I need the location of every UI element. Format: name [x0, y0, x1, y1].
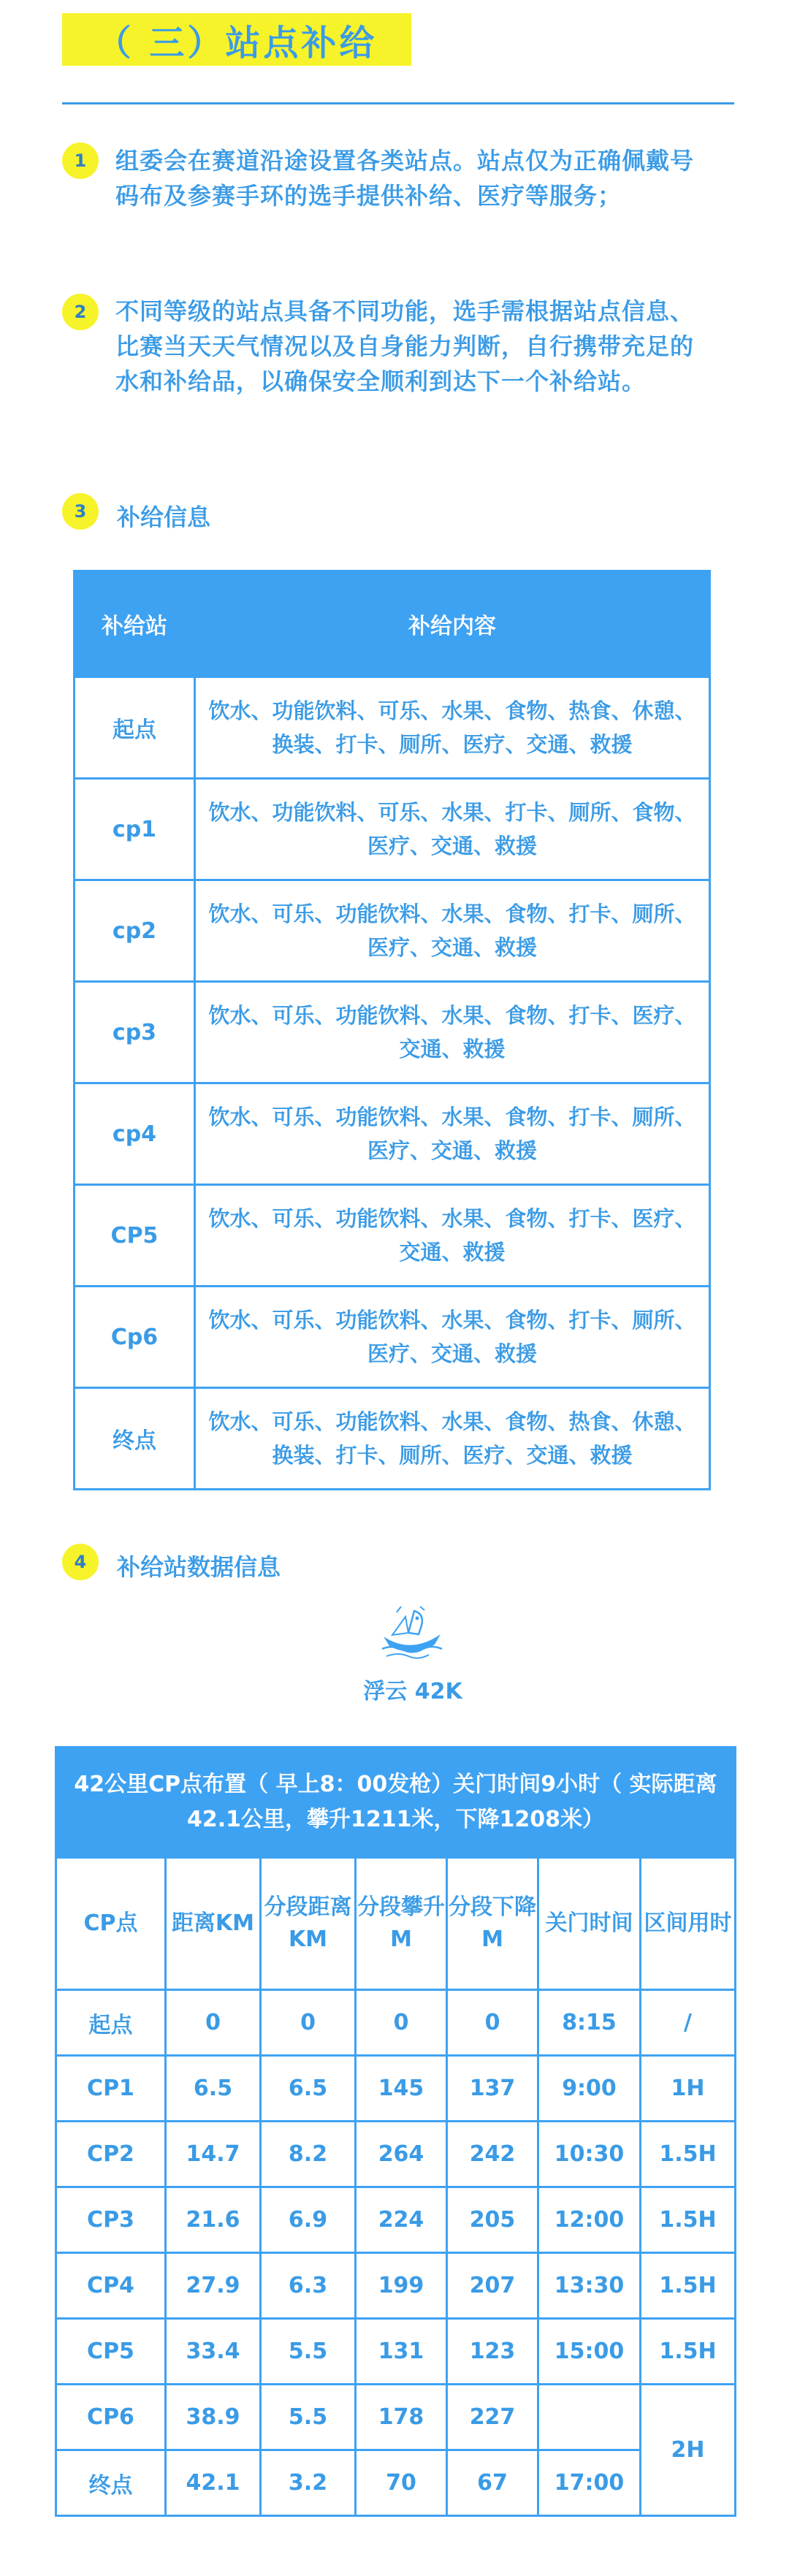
cp-cell: 242 — [447, 2122, 538, 2187]
supply-row — [75, 1083, 710, 1185]
supply-station: cp3 — [75, 982, 195, 1083]
cp-cell: 1.5H — [641, 2122, 736, 2187]
cp-cell: 14.7 — [166, 2122, 261, 2187]
cp-cell: 5.5 — [261, 2319, 356, 2385]
cp-cell: 27.9 — [166, 2253, 261, 2319]
cp-cell: 123 — [447, 2319, 538, 2385]
cp-cell: 起点 — [56, 1990, 166, 2056]
supply-station: cp4 — [75, 1083, 195, 1185]
cp-cell: 0 — [261, 1990, 356, 2056]
cp-cell: 1.5H — [641, 2187, 736, 2253]
cp-cell: 199 — [356, 2253, 447, 2319]
cp-cell: CP2 — [56, 2122, 166, 2187]
cp-cell: CP6 — [56, 2385, 166, 2450]
cp-cell: 6.3 — [261, 2253, 356, 2319]
supply-row — [75, 677, 710, 779]
cp-cell: 264 — [356, 2122, 447, 2187]
cp-cell: 1H — [641, 2056, 736, 2122]
cp-cell: 1.5H — [641, 2253, 736, 2319]
cp-cell: 0 — [447, 1990, 538, 2056]
cp-row — [56, 2056, 736, 2122]
number-badge-4: 4 — [62, 1544, 99, 1580]
supply-content: 饮水、功能饮料、可乐、水果、食物、热食、休憩、换装、打卡、厕所、医疗、交通、救援 — [195, 677, 710, 779]
supply-content: 饮水、可乐、功能饮料、水果、食物、打卡、医疗、交通、救援 — [195, 1185, 710, 1287]
supply-info-heading: 补给信息 — [117, 503, 211, 531]
supply-content: 饮水、可乐、功能饮料、水果、食物、打卡、厕所、医疗、交通、救援 — [195, 1083, 710, 1185]
supply-row — [75, 1388, 710, 1490]
cp-cell: 6.5 — [166, 2056, 261, 2122]
cp-row — [56, 2122, 736, 2187]
supply-table-header — [75, 571, 710, 677]
cp-cell: CP5 — [56, 2319, 166, 2385]
cp-cell: 0 — [166, 1990, 261, 2056]
cp-cell — [538, 2385, 641, 2450]
paragraph-1 — [115, 143, 700, 213]
cp-cell: 15:00 — [538, 2319, 641, 2385]
cp-cell: 1.5H — [641, 2319, 736, 2385]
supply-station: 起点 — [75, 677, 195, 779]
fuyun-logo-icon — [376, 1604, 446, 1662]
cp-cell: 8:15 — [538, 1990, 641, 2056]
cp-cell: 12:00 — [538, 2187, 641, 2253]
cp-cell: 207 — [447, 2253, 538, 2319]
cp-header-cell: 分段攀升M — [356, 1858, 447, 1990]
header-content: 补给内容 — [195, 571, 710, 677]
cp-header-cell: 关门时间 — [538, 1858, 641, 1990]
header-station: 补给站 — [75, 571, 195, 677]
cp-row — [56, 2319, 736, 2385]
supply-station: 终点 — [75, 1388, 195, 1490]
cp-cell: 70 — [356, 2450, 447, 2516]
cp-cell: 137 — [447, 2056, 538, 2122]
cp-cell: 17:00 — [538, 2450, 641, 2516]
supply-content: 饮水、功能饮料、可乐、水果、打卡、厕所、食物、医疗、交通、救援 — [195, 779, 710, 880]
number-badge-1: 1 — [62, 142, 99, 179]
supply-row — [75, 982, 710, 1083]
cp-cell: 6.5 — [261, 2056, 356, 2122]
cp-cell: 178 — [356, 2385, 447, 2450]
supply-row — [75, 1287, 710, 1388]
supply-content: 饮水、可乐、功能饮料、水果、食物、打卡、医疗、交通、救援 — [195, 982, 710, 1083]
cp-row — [56, 2187, 736, 2253]
cp-table-header — [56, 1858, 736, 1990]
cp-cell: 6.9 — [261, 2187, 356, 2253]
cp-header-cell: CP点 — [56, 1858, 166, 1990]
cp-cell: 131 — [356, 2319, 447, 2385]
cp-cell-interval-merged: 2H — [641, 2385, 736, 2516]
cp-cell: 9:00 — [538, 2056, 641, 2122]
supply-table — [73, 570, 711, 1490]
cp-cell: / — [641, 1990, 736, 2056]
supply-station: Cp6 — [75, 1287, 195, 1388]
cp-cell: CP4 — [56, 2253, 166, 2319]
cp-row — [56, 1990, 736, 2056]
cp-cell: 终点 — [56, 2450, 166, 2516]
logo-label: 浮云 42K — [363, 1679, 462, 1704]
cp-header-cell: 分段距离KM — [261, 1858, 356, 1990]
supply-row — [75, 779, 710, 880]
cp-cell: 5.5 — [261, 2385, 356, 2450]
supply-content: 饮水、可乐、功能饮料、水果、食物、打卡、厕所、医疗、交通、救援 — [195, 880, 710, 982]
cp-row — [56, 2450, 736, 2516]
cp-cell: CP1 — [56, 2056, 166, 2122]
station-data-heading: 补给站数据信息 — [117, 1553, 281, 1581]
cp-cell: 21.6 — [166, 2187, 261, 2253]
cp-cell: 33.4 — [166, 2319, 261, 2385]
supply-station: CP5 — [75, 1185, 195, 1287]
cp-cell: 205 — [447, 2187, 538, 2253]
supply-content: 饮水、可乐、功能饮料、水果、食物、打卡、厕所、医疗、交通、救援 — [195, 1287, 710, 1388]
cp-row — [56, 2253, 736, 2319]
paragraph-2-text: 不同等级的站点具备不同功能，选手需根据站点信息、比赛当天天气情况以及自身能力判断，自行携带充足的水和补给品，以确保安全顺利到达下一个补给站。 — [115, 297, 695, 395]
supply-station: cp2 — [75, 880, 195, 982]
cp-cell: 0 — [356, 1990, 447, 2056]
number-badge-2: 2 — [62, 294, 99, 330]
cp-header-cell: 分段下降M — [447, 1858, 538, 1990]
cp-header-cell: 距离KM — [166, 1858, 261, 1990]
paragraph-1-text: 组委会在赛道沿途设置各类站点。站点仅为正确佩戴号码布及参赛手环的选手提供补给、医疗等服务； — [115, 147, 695, 210]
cp-cell: 145 — [356, 2056, 447, 2122]
title-divider — [62, 102, 734, 104]
paragraph-2 — [115, 294, 707, 399]
cp-cell: 38.9 — [166, 2385, 261, 2450]
cp-row — [56, 2385, 736, 2450]
cp-table-caption: 42公里CP点布置（ 早上8：00发枪）关门时间9小时（ 实际距离42.1公里，攀升1211米，下降1208米） — [56, 1748, 736, 1858]
cp-cell: 67 — [447, 2450, 538, 2516]
supply-content: 饮水、可乐、功能饮料、水果、食物、热食、休憩、换装、打卡、厕所、医疗、交通、救援 — [195, 1388, 710, 1490]
supply-row — [75, 880, 710, 982]
cp-cell: 13:30 — [538, 2253, 641, 2319]
cp-cell: 227 — [447, 2385, 538, 2450]
supply-station: cp1 — [75, 779, 195, 880]
cp-cell: 8.2 — [261, 2122, 356, 2187]
number-badge-3: 3 — [62, 493, 99, 530]
cp-cell: 3.2 — [261, 2450, 356, 2516]
section-title: （ 三）站点补给 — [62, 13, 411, 66]
cp-header-cell: 区间用时 — [641, 1858, 736, 1990]
cp-cell: 10:30 — [538, 2122, 641, 2187]
cp-table — [55, 1746, 736, 2517]
cp-cell: 224 — [356, 2187, 447, 2253]
supply-row — [75, 1185, 710, 1287]
cp-cell: CP3 — [56, 2187, 166, 2253]
cp-cell: 42.1 — [166, 2450, 261, 2516]
